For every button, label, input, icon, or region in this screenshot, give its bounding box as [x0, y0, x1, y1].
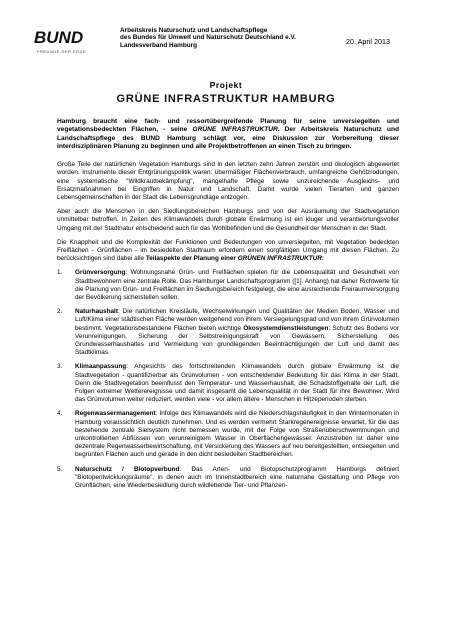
letterhead — [0, 0, 452, 62]
list-item-title: Klimaanpassung — [75, 363, 127, 371]
list-item-subtitle: Ökosystemdienstleistungen — [243, 324, 329, 332]
paragraph-3-emphasis: GRÜNEN INFRASTRUKTUR — [237, 255, 322, 263]
document-date: 20. April 2013 — [346, 37, 390, 46]
list-number: 3. — [57, 363, 63, 371]
list-item-title: Regenwassermanagement — [75, 410, 156, 418]
list-item-title: Naturschutz / Biotopverbund — [75, 465, 180, 473]
list-number: 5. — [57, 465, 63, 473]
list-number: 2. — [57, 308, 63, 316]
document-title: GRÜNE INFRASTRUKTUR HAMBURG — [116, 93, 336, 105]
paragraph-3-tail: : — [321, 255, 324, 263]
list-item — [57, 308, 399, 357]
bund-logo — [34, 20, 96, 54]
logo-text: BUND — [34, 28, 84, 47]
org-line-3: Landesverband Hamburg — [120, 41, 198, 49]
list-item-title: Grünversorgung — [75, 269, 126, 277]
list-number: 1. — [57, 269, 63, 277]
list-item — [57, 410, 399, 459]
list-item-text-2: : Schutz des Bodens vor Verunreinigungen, Sicherung der Selbstreinigungskraft von Gewässern, Sicherstellung des Grundwasserhaushaltes und Vermeidung von grundlegenden Beeinträchtigungen der Luft und damit des Stadtklimas. — [75, 324, 399, 357]
list-item — [57, 363, 399, 404]
document-body — [57, 118, 399, 496]
org-line-1: Arbeitskreis Naturschutz und Landschaftspflege — [120, 27, 268, 34]
paragraph-3-text: Die Knappheit und die Komplexität der Funktionen und Bedeutungen von unversiegelten, mit Vegetation bedeckten Freiflächen - Grünflächen - im besiedelten Stadtraum erfordern einen sorgfältigen Umgang mit diesen Flächen. Zu berücksichtigen sind dabei alle — [57, 238, 399, 263]
paragraph-3-bold: Teilaspekte der Planung einer — [145, 255, 238, 263]
lead-emphasis: GRÜNE INFRASTRUKTUR — [192, 126, 278, 134]
list-item-title: Naturhaushalt — [75, 308, 118, 316]
logo-subtitle: FREUNDE DER ERDE — [37, 49, 87, 54]
list-item-text: : Infolge des Klimawandels wird die Niederschlagshäufigkeit in den Wintermonaten in Hamburg voraussichtlich deutlich zunehmen. Und es werden vermehrt Starkregenereignisse erwartet, für die das bestehende zentrale Sielsystem nicht bemessen wurde, mit der Folge von Straßenüberschwemmungen und unkontrollierten Abflüssen von verunreinigtem Wasser in Oberflächengewässer. Anzustreben ist daher eine dezentrale Regenwasserbewirtschaftung, mit Versickerung des Wassers auf neu bereitgestellten, entsiegelten und begrünten Flächen auch und gerade in den dicht besiedelten Stadtbereichen. — [75, 410, 399, 459]
aspect-list — [57, 269, 399, 490]
list-item-text: : Angesichts des fortschreitenden Klimawandels durch globale Erwärmung ist die Stadtvegetation - quantifizierbar als Grünvolumen - von entscheidender Bedeutung für das Klima in der Stadt. Denn die Stadtvegetation beeinflusst den Temperatur- und Wasserhaushalt, die Schadstoffgehalte der Luft, die Folgen extremer Wetterereignisse und damit insgesamt die Lebensqualität in der Stadt für ihre Bewohner. Wird das Grünvolumen weiter reduziert, werden viele - vor allem ältere - Menschen in Hitzeperioden sterben. — [75, 363, 399, 404]
lead-text-2: . Der Arbeitskreis Naturschutz und Landschaftspflege des BUND Hamburg schlägt vor, eine Diskussion zur Vorbereitung dieser interdisziplinären Planung zu beginnen und alle Projektbetroffenen an einen Tisch zu bringen. — [57, 126, 399, 150]
lead-text-1: Hamburg braucht eine fach- und ressortübergreifende Planung für seine unversiegelten und vegetationsbedeckten Flächen, - seine — [57, 118, 399, 134]
org-line-2: des Bundes für Umwelt und Naturschutz Deutschland e.V. — [120, 34, 296, 42]
list-item — [57, 466, 399, 491]
document-kicker: Projekt — [209, 80, 243, 90]
list-number: 4. — [57, 410, 63, 418]
list-item-text: : Das Arten- und Biotopschutzprogramm Hamburgs definiert "Biotopentwicklungsräume", in denen auch im Innenstadtbereich eine naturnahe Gestaltung und Pflege von Grünflächen, eine Wiederbesiedlung durch wildlebende Tier- und Pflanzen- — [75, 465, 399, 490]
lead-paragraph — [57, 118, 399, 151]
paragraph-1: Große Teile der natürlichen Vegetation Hamburgs sind in den letzten zehn Jahren zerstört und ökologisch abgewertet worden. Instrumente dieser Entgrünungspolitik waren: übermäßiger Flächenverbrauch, umfangreiche Gehölzrodungen, eine systematische "Wildkrautbekämpfung", mangelhafte Pflege sowie unzureichende Ausgleichs- und Ersatzmaßnahmen bei Eingriffen in Natur und Landschaft. Damit wurde vielen Tierarten und ganzen Lebensgemeinschaften in der Stadt die Lebensgrundlage entzogen. — [57, 161, 399, 201]
organization-name — [120, 27, 296, 49]
list-item-text: : Wohnungsnahe Grün- und Freiflächen spielen für die Lebensqualität und Gesundheit von Stadtbewohnern eine zentrale Rolle. Das Hamburger Landschaftsprogramm ([1]. Anhang) hat daher Richtwerte für die Planung von Grün- und Freiflächen im Siedlungsbereich festgelegt, die eine ausreichende Freiraumversorgung der Bevölkerung sicherstellen sollen. — [75, 269, 399, 302]
list-item — [57, 269, 399, 302]
list-item-text: : Die natürlichen Kreisläufe, Wechselwirkungen und Qualitäten der Medien Boden, Wasser und Luft/Klima einer städtischen Fläche werden weitgehend von ihrem Versiegelungsgrad und von ihrem Grünvolumen bestimmt. Vegetationsbestandene Flächen bieten wichtige — [75, 308, 399, 332]
paragraph-2: Aber auch die Menschen in den Siedlungsbereichen Hamburgs sind von der Ausräumung der Stadtvegetation unmittelbar betroffen. In Zeiten des Klimawandels durch globale Erwärmung ist ein kluger und verantwortungsvoller Umgang mit der Stadtnatur entscheidend auch für das Wohlbefinden und die Gesundheit der Menschen in der Stadt. — [57, 208, 399, 232]
paragraph-3 — [57, 239, 399, 264]
